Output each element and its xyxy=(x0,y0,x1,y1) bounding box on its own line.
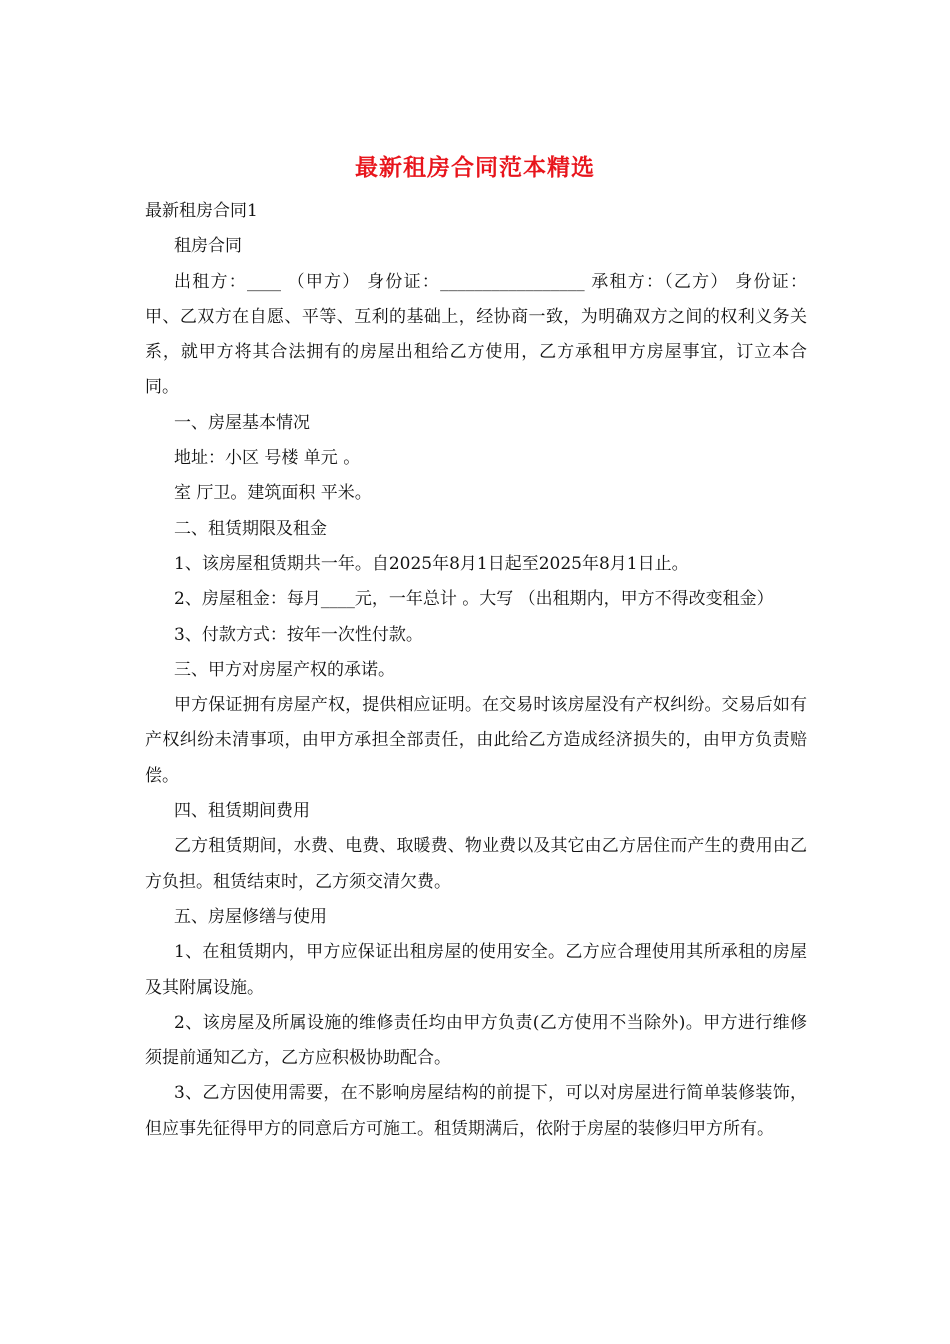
paragraph: 出租方：____ （甲方） 身份证：_________________ 承租方：（乙方） 身份证：甲、乙双方在自愿、平等、互利的基础上，经协商一致，为明确双方之间的权利义务关系，就甲方将其合法拥有的房屋出租给乙方使用，乙方承租甲方房屋事宜，订立本合同。 xyxy=(145,271,807,398)
paragraph: 3、付款方式：按年一次性付款。 xyxy=(174,624,423,645)
section-heading: 二、租赁期限及租金 xyxy=(174,518,327,539)
document-title: 最新租房合同范本精选 xyxy=(355,154,595,181)
paragraph: 甲方保证拥有房屋产权，提供相应证明。在交易时该房屋没有产权纠纷。交易后如有产权纠纷未清事项，由甲方承担全部责任，由此给乙方造成经济损失的，由甲方负责赔偿。 xyxy=(145,695,807,786)
paragraph: 室 厅卫。建筑面积 平米。 xyxy=(174,483,372,504)
paragraph: 租房合同 xyxy=(174,236,242,257)
paragraph: 2、该房屋及所属设施的维修责任均由甲方负责(乙方使用不当除外)。甲方进行维修须提前通知乙方，乙方应积极协助配合。 xyxy=(145,1012,807,1069)
section-heading: 三、甲方对房屋产权的承诺。 xyxy=(174,659,395,680)
section-heading: 一、房屋基本情况 xyxy=(174,412,310,433)
paragraph: 乙方租赁期间，水费、电费、取暖费、物业费以及其它由乙方居住而产生的费用由乙方负担。租赁结束时，乙方须交清欠费。 xyxy=(145,836,807,892)
paragraph: 地址：小区 号楼 单元 。 xyxy=(174,448,361,469)
paragraph: 1、该房屋租赁期共一年。自2025年8月1日起至2025年8月1日止。 xyxy=(174,553,689,574)
paragraph: 1、在租赁期内，甲方应保证出租房屋的使用安全。乙方应合理使用其所承租的房屋及其附属设施。 xyxy=(145,942,807,998)
section-heading: 五、房屋修缮与使用 xyxy=(174,906,327,927)
paragraph: 2、房屋租金：每月____元，一年总计 。大写 （出租期内，甲方不得改变租金） xyxy=(174,589,774,610)
paragraph: 最新租房合同1 xyxy=(145,201,258,221)
document-body xyxy=(145,194,807,1147)
paragraph: 3、乙方因使用需要，在不影响房屋结构的前提下，可以对房屋进行简单装修装饰，但应事先征得甲方的同意后方可施工。租赁期满后，依附于房屋的装修归甲方所有。 xyxy=(145,1083,807,1139)
section-heading: 四、租赁期间费用 xyxy=(174,801,310,822)
